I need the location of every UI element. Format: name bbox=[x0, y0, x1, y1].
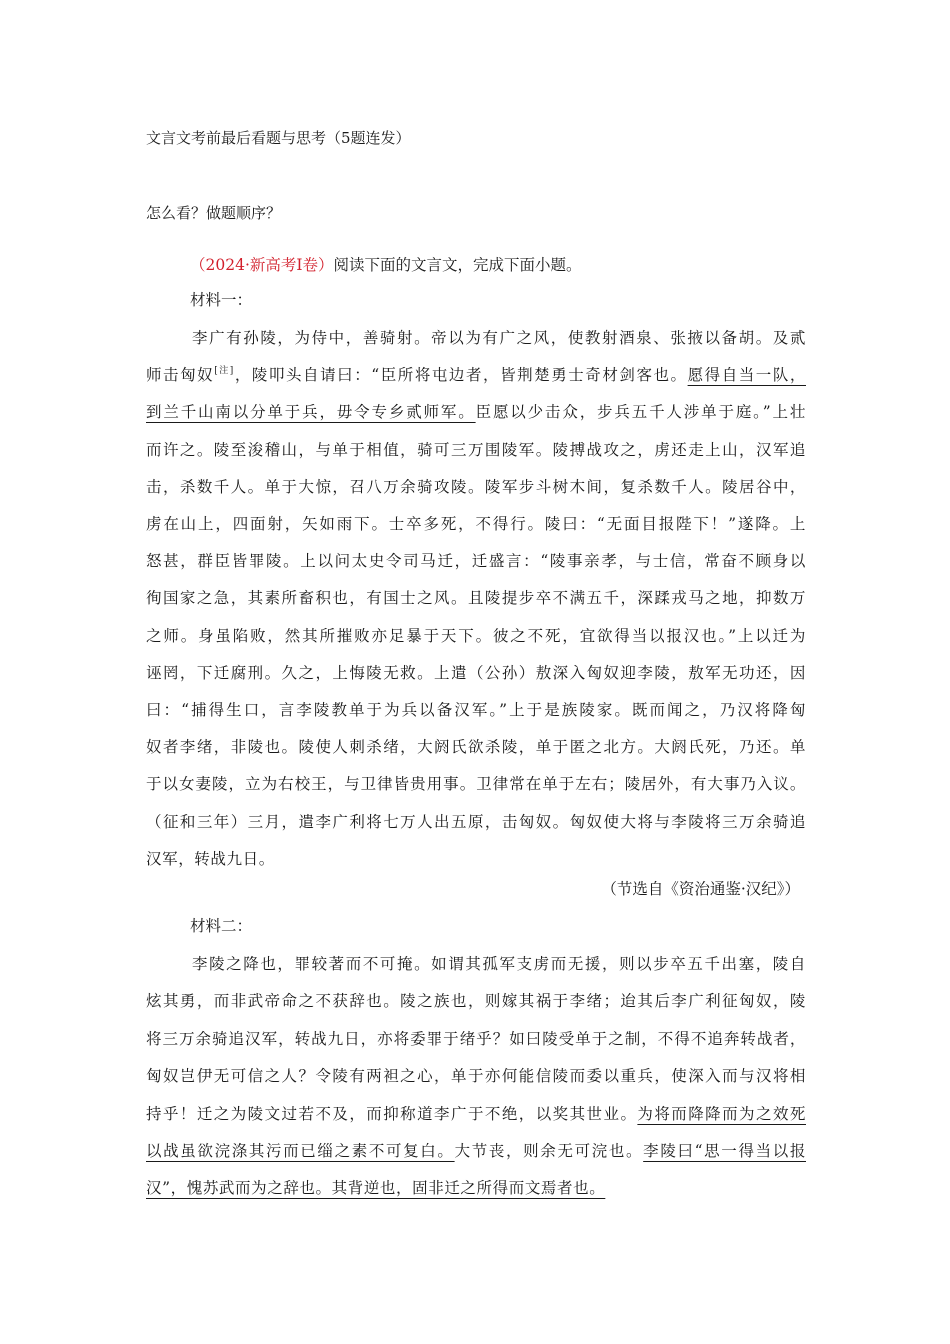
document-title: 文言文考前最后看题与思考（5题连发） bbox=[146, 129, 411, 147]
passage-text: 臣愿以少击众，步兵五千人涉单于庭。”上壮 bbox=[475, 403, 806, 422]
underlined-sentence: 以战虽欲浣涤其污而已缁之素不可复白。 bbox=[146, 1142, 455, 1161]
passage-text: 大节丧，则余无可浣也。 bbox=[454, 1142, 644, 1161]
underlined-sentence: 汉”，愧苏武而为之辞也。其背逆也，固非迁之所得而文焉者也。 bbox=[146, 1179, 606, 1198]
material-one-passage bbox=[146, 320, 806, 878]
passage-line: 徇国家之急，其素所畜积也，有国士之风。且陵提步卒不满五千，深蹂戎马之地，抑数万 bbox=[146, 589, 806, 608]
passage-line bbox=[146, 357, 806, 394]
passage-text: ，陵叩头自请曰：“臣所将屯边者，皆荆楚勇士奇材剑客也。 bbox=[233, 366, 688, 385]
passage-line bbox=[146, 1133, 806, 1170]
passage-line: 击，杀数千人。单于大惊，召八万余骑攻陵。陵军步斗树木间，复杀数千人。陵居谷中， bbox=[146, 477, 806, 496]
passage-line: 而许之。陵至浚稽山，与单于相值，骑可三万围陵军。陵搏战攻之，虏还走上山，汉军追 bbox=[146, 440, 806, 459]
material-two-label: 材料二： bbox=[190, 917, 253, 935]
passage-line: 匈奴岂伊无可信之人？令陵有两袒之心，单于亦何能信陵而委以重兵，使深入而与汉将相 bbox=[146, 1067, 806, 1086]
passage-line: （征和三年）三月，遣李广利将七万人出五原，击匈奴。匈奴使大将与李陵将三万余骑追 bbox=[146, 812, 806, 831]
passage-line: 李广有孙陵，为侍中，善骑射。帝以为有广之风，使教射酒泉、张掖以备胡。及贰 bbox=[192, 329, 806, 347]
underlined-sentence: 到兰千山南以分单于兵，毋令专乡贰师军。 bbox=[146, 403, 476, 422]
underlined-sentence: 为将而降降而为之效死 bbox=[637, 1104, 806, 1123]
passage-text: 师击匈奴 bbox=[146, 366, 215, 385]
material-one-label: 材料一： bbox=[190, 291, 253, 309]
passage-line: 于以女妻陵，立为右校王，与卫律皆贵用事。卫律常在单于左右；陵居外，有大事乃入议。 bbox=[146, 775, 806, 794]
passage-line bbox=[146, 1096, 806, 1133]
passage-line: 诬罔，下迁腐刑。久之，上悔陵无救。上遣（公孙）敖深入匈奴迎李陵，敖军无功还，因 bbox=[146, 663, 806, 682]
passage-line bbox=[146, 1170, 806, 1207]
passage-line: 将三万余骑追汉军，转战九日，亦将委罪于绪乎？如曰陵受单于之制，不得不追奔转战者， bbox=[146, 1029, 806, 1048]
underlined-sentence: 愿得自当一队， bbox=[687, 366, 806, 385]
passage-text: 持乎！迁之为陵文过若不及，而抑称道李广于不绝，以奖其世业。 bbox=[146, 1104, 638, 1123]
passage-line: 曰：“捕得生口，言李陵教单于为兵以备汉军。”上于是族陵家。既而闻之，乃汉将降匈 bbox=[146, 701, 806, 720]
footnote-marker: [注] bbox=[214, 366, 234, 377]
exam-source-tag: （2024·新高考Ⅰ卷） bbox=[190, 256, 334, 274]
passage-line: 汉军，转战九日。 bbox=[146, 849, 275, 868]
material-two-passage bbox=[146, 946, 806, 1208]
reading-question: 怎么看？做题顺序？ bbox=[146, 204, 282, 222]
passage-line: 炫其勇，而非武帝命之不获辞也。陵之族也，则嫁其祸于李绪；迨其后李广利征匈奴，陵 bbox=[146, 992, 806, 1011]
exam-intro bbox=[190, 255, 582, 275]
passage-line: 怒甚，群臣皆罪陵。上以问太史令司马迁，迁盛言：“陵事亲孝，与士信，常奋不顾身以 bbox=[146, 552, 806, 571]
source-citation: （节选自《资治通鉴·汉纪》） bbox=[601, 880, 800, 898]
underlined-sentence: 李陵曰“思一得当以报 bbox=[643, 1142, 806, 1161]
passage-line: 李陵之降也，罪较著而不可掩。如谓其孤军支虏而无援，则以步卒五千出塞，陵自 bbox=[192, 955, 806, 973]
exam-instruction: 阅读下面的文言文，完成下面小题。 bbox=[333, 256, 582, 274]
passage-line: 之师。身虽陷败，然其所摧败亦足暴于天下。彼之不死，宜欲得当以报汉也。”上以迁为 bbox=[146, 626, 806, 645]
passage-line: 虏在山上，四面射，矢如雨下。士卒多死，不得行。陵曰：“无面目报陛下！”遂降。上 bbox=[146, 515, 806, 534]
passage-line: 奴者李绪，非陵也。陵使人刺杀绪，大阏氏欲杀陵，单于匿之北方。大阏氏死，乃还。单 bbox=[146, 738, 806, 757]
passage-line bbox=[146, 394, 806, 431]
